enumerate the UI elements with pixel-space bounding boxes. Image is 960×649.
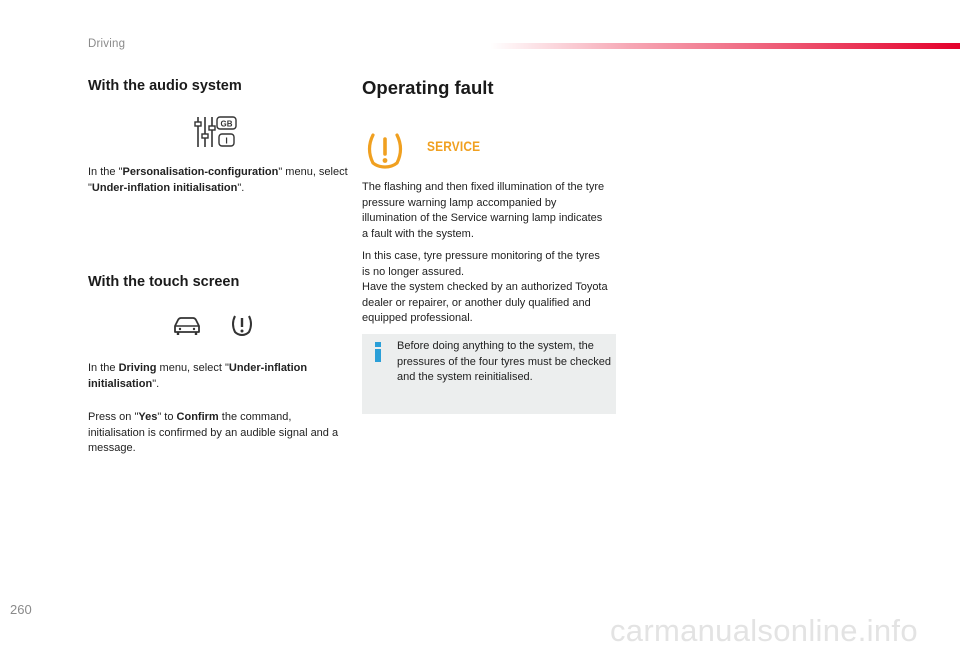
icon-badge-top: GB (220, 119, 233, 129)
car-icon (172, 314, 202, 338)
audio-settings-icon (194, 114, 238, 150)
watermark: carmanualsonline.info (610, 613, 918, 648)
touch-screen-heading: With the touch screen (88, 274, 240, 290)
menu-option: Under-inflation initialisation (91, 181, 238, 194)
menu-name: Driving (118, 362, 157, 374)
service-warning-label: SERVICE (427, 138, 481, 154)
operating-fault-heading: Operating fault (362, 77, 494, 98)
info-icon (372, 342, 384, 362)
audio-instruction: In the "Personalisation-configuration" menu, select "Under-inflation initialisation". (88, 166, 348, 194)
fault-instructions: In this case, tyre pressure monitoring of the tyres is no longer assured. Have the system checked by an authorized Toyota dealer or repairer, or another duly qualified and equipped professional. (362, 250, 608, 324)
tyre-pressure-icon (229, 312, 255, 338)
fault-description: The flashing and then fixed illumination of the tyre pressure warning lamp accompanied by illumination of the Service warning lamp indicates a fault with the system. (362, 181, 605, 240)
page-number: 260 (10, 602, 32, 617)
yes-label: Yes (138, 411, 158, 423)
info-text: Before doing anything to the system, the pressures of the four tyres must be checked and the system reinitialised. (397, 340, 611, 383)
menu-name: Personalisation-configuration (122, 166, 279, 178)
touch-instruction: In the Driving menu, select "Under-inflation initialisation". (88, 362, 308, 390)
audio-system-heading: With the audio system (88, 78, 242, 94)
confirm-label: Confirm (176, 411, 219, 423)
icon-badge-bottom: I (225, 135, 228, 146)
header-accent-bar (490, 43, 960, 49)
section-title: Driving (88, 38, 126, 50)
tyre-pressure-warning-icon (364, 131, 406, 169)
menu-option: Under-inflation initialisation (88, 362, 308, 390)
confirm-instruction: Press on "Yes" to Confirm the command, initialisation is confirmed by an audible signal and a message. (88, 411, 339, 454)
